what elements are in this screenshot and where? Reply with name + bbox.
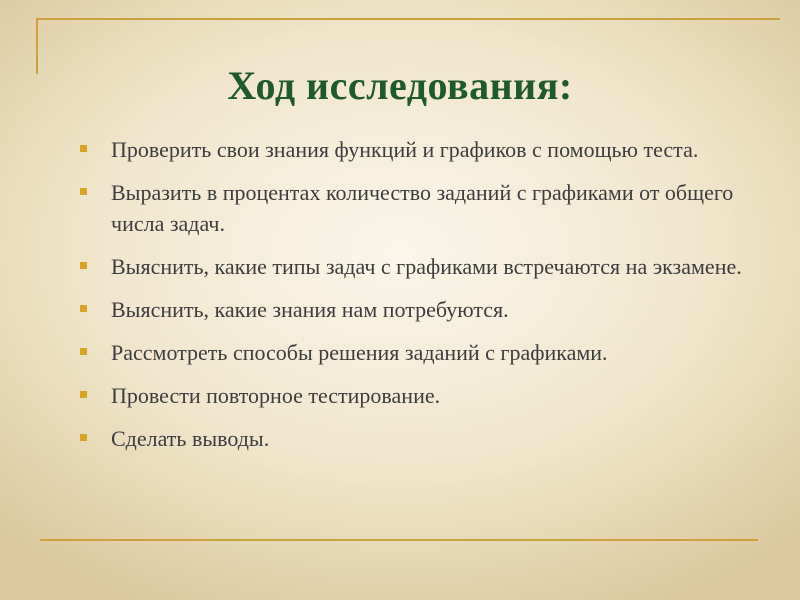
slide-title: Ход исследования: (227, 63, 573, 108)
square-bullet-icon (80, 434, 87, 441)
square-bullet-icon (80, 348, 87, 355)
bullet-text: Выяснить, какие знания нам потребуются. (111, 297, 509, 322)
square-bullet-icon (80, 188, 87, 195)
bullet-item (78, 177, 768, 239)
frame-bottom-line (40, 539, 758, 541)
bullet-text: Выразить в процентах количество заданий с графиками от общего числа задач. (111, 180, 734, 236)
bullet-item (78, 380, 768, 411)
bullet-item (78, 294, 768, 325)
frame-top-line (36, 18, 780, 20)
square-bullet-icon (80, 262, 87, 269)
bullet-item (78, 337, 768, 368)
bullet-item (78, 423, 768, 454)
square-bullet-icon (80, 391, 87, 398)
bullet-text: Выяснить, какие типы задач с графиками встречаются на экзамене. (111, 254, 742, 279)
bullet-text: Сделать выводы. (111, 426, 270, 451)
bullet-item (78, 134, 768, 165)
bullet-text: Рассмотреть способы решения заданий с графиками. (111, 340, 608, 365)
bullet-item (78, 251, 768, 282)
square-bullet-icon (80, 145, 87, 152)
bullet-list (78, 134, 768, 466)
bullet-text: Провести повторное тестирование. (111, 383, 441, 408)
square-bullet-icon (80, 305, 87, 312)
bullet-text: Проверить свои знания функций и графиков с помощью теста. (111, 137, 699, 162)
